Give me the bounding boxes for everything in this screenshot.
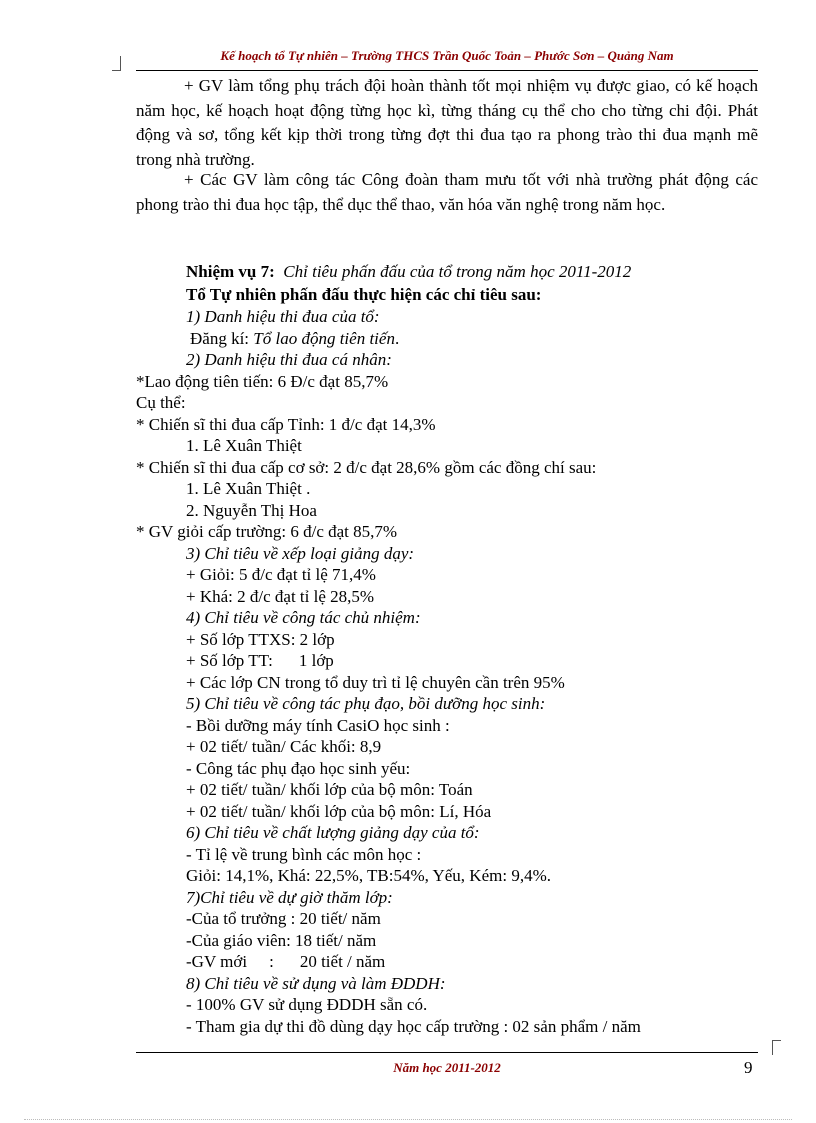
list-item: * Chiến sĩ thi đua cấp cơ sở: 2 đ/c đạt 28,6% gồm các đồng chí sau:	[136, 458, 597, 477]
list-item: - Tỉ lệ về trung bình các môn học :	[186, 845, 422, 864]
list-item: + Khá: 2 đ/c đạt tỉ lệ 28,5%	[186, 587, 375, 606]
list-item: - Tham gia dự thi đồ dùng dạy học cấp trường : 02 sản phẩm / năm	[186, 1017, 641, 1036]
section-heading-2: 2) Danh hiệu thi đua cá nhân:	[186, 350, 392, 369]
list-item-label: + Số lớp TT:	[186, 651, 273, 670]
list-item: + 02 tiết/ tuần/ khối lớp của bộ môn: Toán	[186, 780, 473, 799]
section-heading-5-text: 5) Chỉ tiêu về công tác phụ đạo, bồi dưỡng học sinh:	[186, 694, 546, 713]
list-item: - Công tác phụ đạo học sinh yếu:	[186, 759, 411, 778]
list-item-value: 20 tiết / năm	[299, 952, 386, 971]
list-item: - Bồi dưỡng máy tính CasiO học sinh :	[186, 716, 450, 735]
list-item	[186, 951, 385, 972]
list-item: + Các lớp CN trong tổ duy trì tỉ lệ chuyên cần trên 95%	[186, 673, 565, 692]
list-item: * GV giỏi cấp trường: 6 đ/c đạt 85,7%	[136, 522, 398, 541]
list-item: * Chiến sĩ thi đua cấp Tỉnh: 1 đ/c đạt 14,3%	[136, 415, 436, 434]
list-item: Cụ thể:	[136, 393, 186, 412]
section-heading-6: 6) Chỉ tiêu về chất lượng giảng dạy của tổ:	[186, 823, 480, 842]
list-item: 1. Lê Xuân Thiệt	[186, 436, 302, 455]
list-item: + 02 tiết/ tuần/ khối lớp của bộ môn: Lí, Hóa	[186, 802, 492, 821]
list-item: + Giỏi: 5 đ/c đạt tỉ lệ 71,4%	[186, 565, 376, 584]
list-item-colon: :	[269, 952, 274, 971]
section-heading-4: 4) Chỉ tiêu về công tác chủ nhiệm:	[186, 608, 421, 627]
task-title: Chỉ tiêu phấn đấu của tổ trong năm học 2011-2012	[283, 262, 632, 281]
crop-mark	[112, 56, 121, 71]
task-intro: Tổ Tự nhiên phấn đấu thực hiện các chỉ tiêu sau:	[186, 285, 542, 304]
registration-line	[190, 328, 399, 349]
list-item	[186, 650, 334, 671]
section-heading-1: 1) Danh hiệu thi đua của tổ:	[186, 307, 380, 326]
page-header: Kế hoạch tổ Tự nhiên – Trường THCS Trần Quốc Toản – Phước Sơn – Quảng Nam	[220, 48, 674, 63]
list-item: 1. Lê Xuân Thiệt .	[186, 479, 311, 498]
registration-label: Đăng kí:	[190, 329, 250, 348]
section-heading-5	[186, 693, 545, 714]
list-item-value: 1 lớp	[298, 651, 334, 670]
section-heading-3: 3) Chỉ tiêu về xếp loại giảng dạy:	[186, 544, 415, 563]
list-item: *Lao động tiên tiến: 6 Đ/c đạt 85,7%	[136, 372, 389, 391]
list-item: -Của tổ trưởng : 20 tiết/ năm	[186, 909, 381, 928]
section-heading-8: 8) Chỉ tiêu về sử dụng và làm ĐDDH:	[186, 974, 446, 993]
list-item: 2. Nguyễn Thị Hoa	[186, 501, 317, 520]
crop-mark	[772, 1040, 781, 1055]
paragraph-gv-tong-phu-trach: + GV làm tổng phụ trách đội hoàn thành tốt mọi nhiệm vụ được giao, có kế hoạch năm học, kế hoạch hoạt động từng học kì, từng tháng cụ thể cho cho từng chi đội. Phát động và sơ, tổng kết kịp thời trong từng đợt thi đua tạo ra phong trào thi đua mạnh mẽ trong nhà trường.	[136, 76, 758, 169]
list-item: + 02 tiết/ tuần/ Các khối: 8,9	[186, 737, 382, 756]
task-label: Nhiệm vụ 7:	[186, 262, 275, 281]
registration-dot: .	[394, 329, 400, 348]
list-item: -Của giáo viên: 18 tiết/ năm	[186, 931, 377, 950]
list-item: + Số lớp TTXS: 2 lớp	[186, 630, 335, 649]
registration-value: Tổ lao động tiên tiến	[253, 329, 395, 348]
page-number: 9	[744, 1058, 753, 1077]
list-item: - 100% GV sử dụng ĐDDH sẵn có.	[186, 995, 428, 1014]
paragraph-cong-doan: + Các GV làm công tác Công đoàn tham mưu tốt với nhà trường phát động các phong trào thi đua học tập, thể dục thể thao, văn hóa văn nghệ trong năm học.	[136, 170, 758, 214]
task-heading	[186, 261, 631, 282]
header-rule	[136, 70, 758, 71]
footer-rule	[136, 1052, 758, 1053]
list-item: Giỏi: 14,1%, Khá: 22,5%, TB:54%, Yếu, Kém: 9,4%.	[186, 866, 551, 885]
section-heading-7: 7)Chỉ tiêu về dự giờ thăm lớp:	[186, 888, 393, 907]
page-footer: Năm học 2011-2012	[393, 1060, 501, 1075]
list-item-label: -GV mới	[186, 952, 248, 971]
page-break-line	[24, 1119, 792, 1120]
